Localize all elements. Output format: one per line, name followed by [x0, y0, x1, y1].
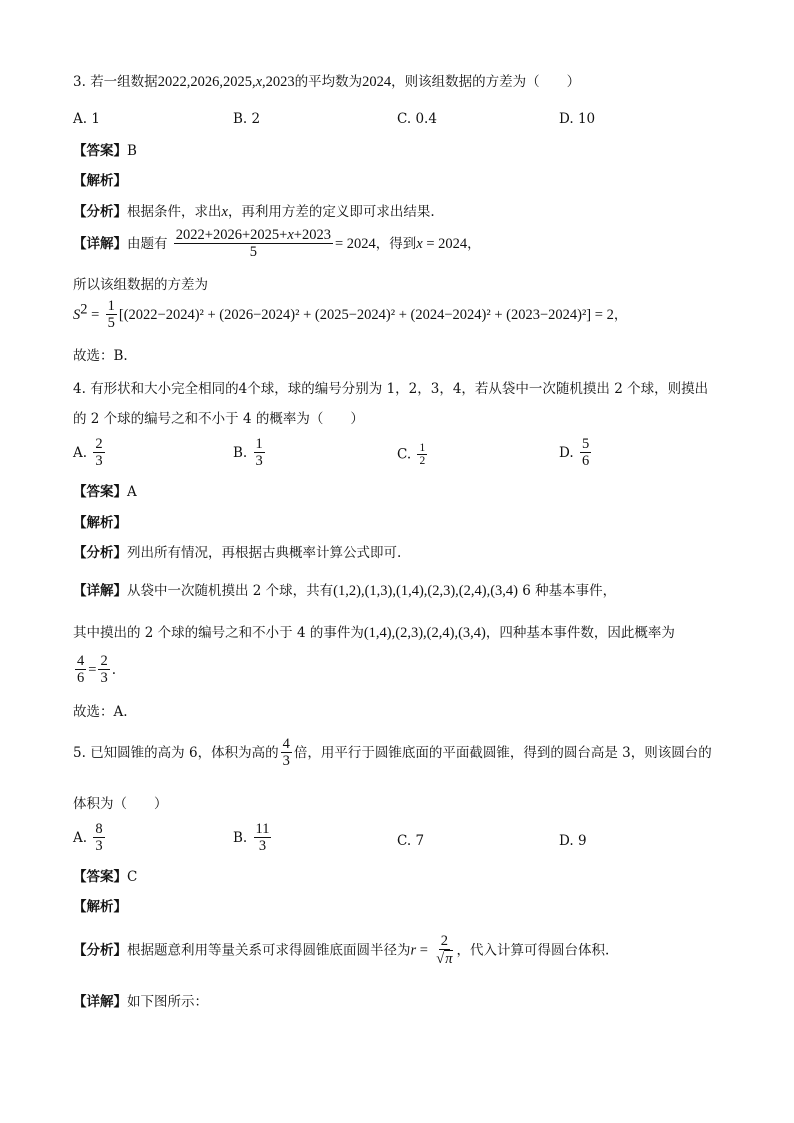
q4-conclusion: 故选：A.: [73, 704, 128, 720]
q4-xiangjie-line2: 其中摸出的 2 个球的编号之和不小于 4 的事件为(1,4),(2,3),(2,4),(3,4)，四种基本事件数，因此概率为: [73, 625, 675, 641]
q3-stem-text-b: 的平均数为: [294, 74, 363, 90]
q5-radius-fraction: $\frac{2}{√\pi}$: [436, 933, 453, 968]
q5-option-a: A. $\frac{8}{3}$: [73, 821, 103, 855]
q5-option-d: D. 9: [559, 833, 587, 849]
q3-fenxi: 【分析】根据条件，求出x，再利用方差的定义即可求出结果.: [73, 204, 435, 220]
q4-option-b: B. $\frac{1}{3}$: [233, 436, 263, 470]
q3-variance-intro: 所以该组数据的方差为: [73, 277, 208, 293]
q4-fenxi: 【分析】列出所有情况，再根据古典概率计算公式即可.: [73, 545, 402, 561]
q3-stem-text-a: 若一组数据: [90, 74, 158, 90]
q3-mean: 2024: [362, 74, 392, 90]
q3-jiexi: 【解析】: [73, 173, 127, 189]
q4-option-c: C. $\frac{1}{2}$: [397, 442, 426, 468]
q5-jiexi: 【解析】: [73, 899, 127, 915]
q3-option-d: D. 10: [559, 111, 596, 127]
q5-xiangjie: 【详解】如下图所示：: [73, 994, 208, 1010]
q5-stem-line1: 5. 已知圆锥的高为 6，体积为高的 $\frac{4}{3}$ 倍，用平行于圆锥底面的平面截圆锥，得到的圆台高是 3，则该圆台的: [73, 736, 712, 770]
q4-option-d: D. $\frac{5}{6}$: [559, 436, 590, 470]
q3-stem: [73, 74, 580, 91]
q3-conclusion: 故选：B.: [73, 348, 128, 364]
q3-number: 3.: [73, 74, 86, 90]
q4-option-a: A. $\frac{2}{3}$: [73, 436, 103, 470]
q5-stem-line2: 体积为（ ）: [73, 796, 168, 812]
q4-jiexi: 【解析】: [73, 515, 127, 531]
q5-option-b: B. $\frac{11}{3}$: [233, 821, 270, 855]
q3-mean-fraction: $\frac{2022+2026+2025+x+2023}{5}$: [175, 227, 331, 261]
q3-variance-formula: $S^2$ = $\frac{1}{5}$ [(2022−2024)² + (2026−2024)² + (2025−2024)² + (2024−2024)² + (2023−2024)²] = 2，: [73, 298, 628, 332]
q4-stem-line2: 的 2 个球的编号之和不小于 4 的概率为（ ）: [73, 411, 364, 427]
q3-xiangjie: 【详解】由题有 $\frac{2022+2026+2025+x+2023}{5}$ = 2024，得到x = 2024，: [73, 227, 481, 261]
q5-answer: 【答案】C: [73, 869, 138, 885]
q4-answer: 【答案】A: [73, 484, 137, 500]
q4-xiangjie-line1: 【详解】从袋中一次随机摸出 2 个球，共有(1,2),(1,3),(1,4),(2,3),(2,4),(3,4) 6 种基本事件，: [73, 583, 617, 599]
q5-option-c: C. 7: [397, 833, 425, 849]
q5-fenxi: 【分析】根据题意利用等量关系可求得圆锥底面圆半径为r = $\frac{2}{√\pi}$ ，代入计算可得圆台体积.: [73, 933, 610, 968]
q3-one-fifth: $\frac{1}{5}$: [107, 298, 115, 332]
q3-option-b: B. 2: [233, 111, 261, 127]
q4-probability: $\frac{4}{6}$ = $\frac{2}{3}$ .: [77, 653, 116, 687]
q3-stem-text-c: ，则该组数据的方差为（ ）: [391, 74, 581, 90]
q3-answer: 【答案】B: [73, 143, 137, 159]
q3-option-a: A. 1: [73, 111, 100, 127]
q4-stem-line1: 4. 有形状和大小完全相同的4个球，球的编号分别为 1，2，3，4，若从袋中一次随机摸出 2 个球，则摸出: [73, 381, 709, 397]
q3-data-list: 2022,2026,2025,x,2023: [157, 74, 295, 90]
q3-option-c: C. 0.4: [397, 111, 437, 127]
